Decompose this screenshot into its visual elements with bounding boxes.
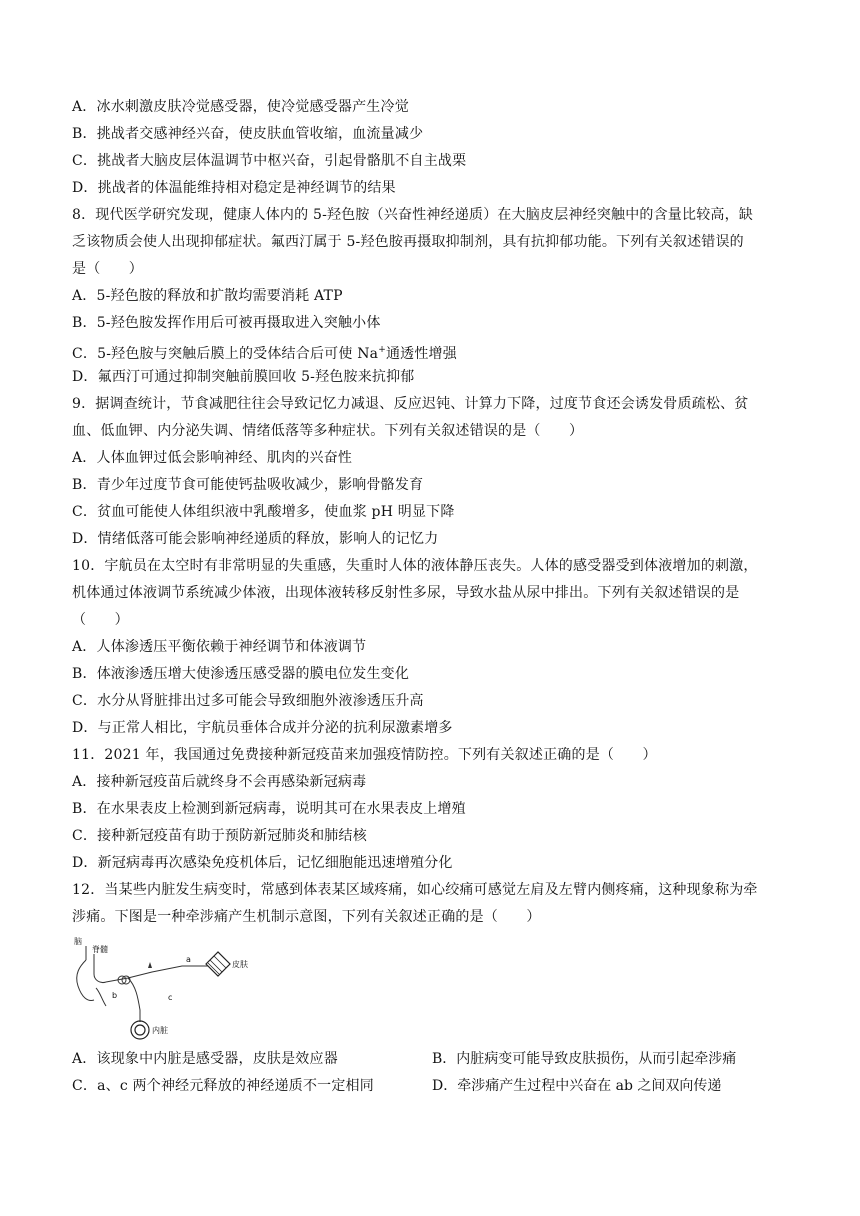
label-b: b	[112, 991, 118, 1000]
q10-option-b: B．体液渗透压增大使渗透压感受器的膜电位发生变化	[72, 666, 410, 682]
q8-stem-line1: 8．现代医学研究发现，健康人体内的 5-羟色胺（兴奋性神经递质）在大脑皮层神经突触中的含量比较高，缺	[72, 207, 753, 223]
q8-option-c-superscript: +	[378, 345, 386, 355]
q10-stem-line1: 10．宇航员在太空时有非常明显的失重感，失重时人体的液体静压丧失。人体的感受器受到体液增加的刺激，	[72, 558, 758, 574]
q7-option-c: C．挑战者大脑皮层体温调节中枢兴奋，引起骨骼肌不自主战栗	[72, 153, 467, 169]
q7-option-a: A．冰水刺激皮肤冷觉感受器，使冷觉感受器产生冷觉	[72, 99, 409, 115]
q8-option-c	[72, 340, 792, 364]
q8-option-b: B．5-羟色胺发挥作用后可被再摄取进入突触小体	[72, 315, 381, 331]
viscera-inner	[135, 1025, 145, 1035]
viscera-label: 内脏	[152, 1026, 168, 1035]
q11-stem: 11．2021 年，我国通过免费接种新冠疫苗来加强疫情防控。下列有关叙述正确的是（ ）	[72, 747, 657, 763]
synapse-marker	[148, 962, 152, 968]
label-c: c	[168, 993, 173, 1002]
q9-stem-line2: 血、低血钾、内分泌失调、情绪低落等多种症状。下列有关叙述错误的是（ ）	[72, 423, 584, 439]
neuron-a-path	[106, 966, 208, 982]
q12-stem-line2: 涉痛。下图是一种牵涉痛产生机制示意图，下列有关叙述正确的是（ ）	[72, 909, 541, 925]
label-a: a	[186, 955, 191, 964]
q10-stem-line3: （ ）	[72, 612, 129, 628]
viscera-outer	[131, 1021, 149, 1039]
q8-option-c-text: C．5-羟色胺与突触后膜上的受体结合后可使 Na	[72, 346, 379, 362]
brain-label: 脑	[74, 937, 82, 946]
q9-option-b: B．青少年过度节食可能使钙盐吸收减少，影响骨骼发育	[72, 477, 424, 493]
q9-option-c: C．贫血可能使人体组织液中乳酸增多，使血浆 pH 明显下降	[72, 504, 455, 520]
q7-option-d: D．挑战者的体温能维持相对稳定是神经调节的结果	[72, 180, 396, 196]
spinal-cord-outline-left	[77, 960, 94, 1000]
q11-option-b: B．在水果表皮上检测到新冠病毒，说明其可在水果表皮上增殖	[72, 801, 466, 817]
q9-option-a: A．人体血钾过低会影响神经、肌肉的兴奋性	[72, 450, 353, 466]
skin-diamond	[206, 952, 230, 976]
q8-option-a: A．5-羟色胺的释放和扩散均需要消耗 ATP	[72, 288, 343, 304]
q12-option-c: C．a、c 两个神经元释放的神经递质不一定相同	[72, 1078, 374, 1094]
q7-option-b: B．挑战者交感神经兴奋，使皮肤血管收缩，血流量减少	[72, 126, 424, 142]
skin-label: 皮肤	[232, 960, 248, 969]
q8-stem-line2: 乏该物质会使人出现抑郁症状。氟西汀属于 5-羟色胺再摄取抑制剂，具有抗抑郁功能。下列有关叙述错误的	[72, 234, 744, 250]
q11-option-d: D．新冠病毒再次感染免疫机体后，记忆细胞能迅速增殖分化	[72, 855, 453, 871]
q8-stem-line3: 是（ ）	[72, 261, 143, 277]
q12-stem-line1: 12．当某些内脏发生病变时，常感到体表某区域疼痛，如心绞痛可感觉左肩及左臂内侧疼痛，这种现象称为牵	[72, 882, 758, 898]
spinal-label: 脊髓	[92, 945, 108, 954]
q10-option-c: C．水分从肾脏排出过多可能会导致细胞外液渗透压升高	[72, 693, 424, 709]
q11-option-c: C．接种新冠疫苗有助于预防新冠肺炎和肺结核	[72, 828, 367, 844]
neuron-b-path	[96, 988, 106, 1006]
q10-option-a: A．人体渗透压平衡依赖于神经调节和体液调节	[72, 639, 367, 655]
spinal-cord-outline-right	[94, 954, 106, 983]
q10-stem-line2: 机体通过体液调节系统减少体液，出现体液转移反射性多尿，导致水盐从尿中排出。下列有关叙述错误的是	[72, 585, 740, 601]
neuron-c-path	[128, 978, 140, 1022]
skin-hatching	[208, 952, 230, 974]
q9-stem-line1: 9．据调查统计，节食减肥往往会导致记忆力减退、反应迟钝、计算力下降，过度节食还会诱发骨质疏松、贫	[72, 396, 749, 412]
q8-option-c-text-end: 通透性增强	[385, 346, 457, 362]
q9-option-d: D．情绪低落可能会影响神经递质的释放，影响人的记忆力	[72, 531, 439, 547]
q8-option-d: D．氟西汀可通过抑制突触前膜回收 5-羟色胺来抗抑郁	[72, 369, 415, 385]
q12-option-a: A．该现象中内脏是感受器，皮肤是效应器	[72, 1051, 338, 1067]
q12-option-d: D．牵涉痛产生过程中兴奋在 ab 之间双向传递	[432, 1078, 722, 1094]
q11-option-a: A．接种新冠疫苗后就终身不会再感染新冠病毒	[72, 774, 367, 790]
referred-pain-diagram	[72, 934, 272, 1044]
q12-option-b: B．内脏病变可能导致皮肤损伤，从而引起牵涉痛	[432, 1051, 737, 1067]
q10-option-d: D．与正常人相比，宇航员垂体合成并分泌的抗利尿激素增多	[72, 720, 453, 736]
